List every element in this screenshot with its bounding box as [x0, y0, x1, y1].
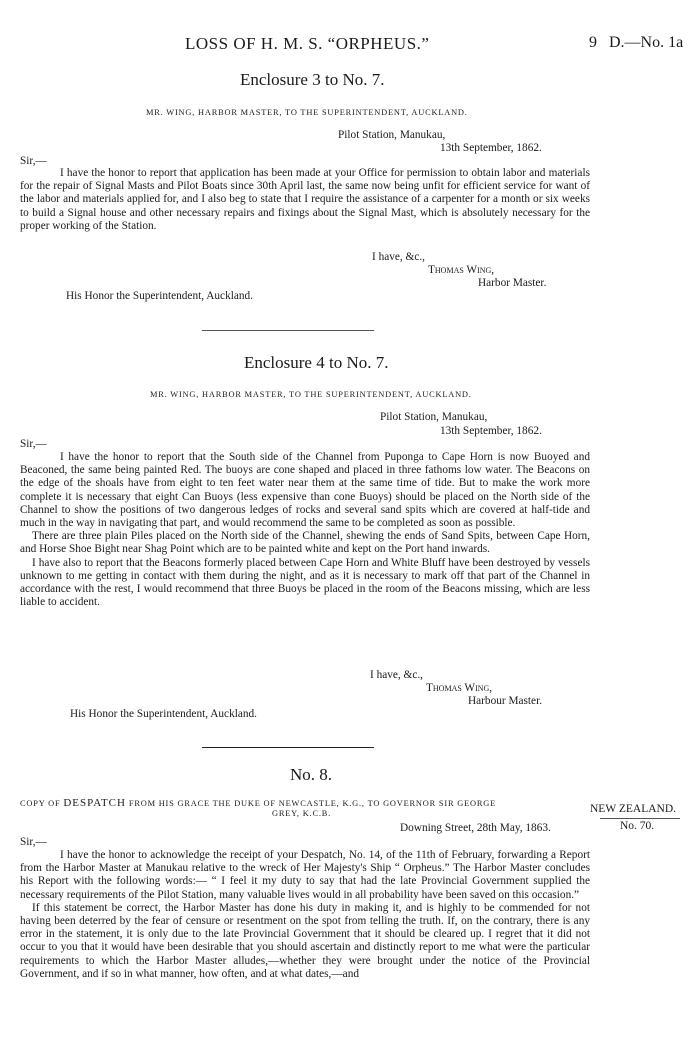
no8-subheading-line2: GREY, K.C.B. — [272, 809, 332, 818]
enclosure4-paragraph: There are three plain Piles placed on the North side of the Channel, shewing the ends of Sand Spits, between Cape Horn, and Horse Shoe Bight near Shag Point which are to be painted white and kept on the Port hand inwards. — [20, 530, 590, 556]
section-divider — [202, 330, 374, 331]
no8-paragraph: I have the honor to acknowledge the receipt of your Despatch, No. 14, of the 11th of February, forwarding a Report from the Harbor Master at Manukau relative to the wreck of Her Majesty's Ship “ Orpheus.” The Harbor Master concludes his Report with the following words:— “ I feel it my duty to say that had the late Provincial Government supplied the necessary requirements of the Pilot Station, many valuable lives would in all probability have been saved on this occasion.” — [20, 849, 590, 901]
no8-paragraph: If this statement be correct, the Harbor Master has done his duty in making it, and is highly to be commended for not having been deterred by the fear of censure or resentment on the spot from telling the truth. If, on the contrary, there is any error in the statement, it is only due to the late Provincial Government that it should be cleared up. I regret that it did not occur to you that it would have been desirable that you should ascertain and distinctly report to me what were the particular requirements to which the Harbor Master alludes,—whether they were brought under the notice of the Provincial Government, and if so in what manner, how often, and at what dates,—and — [20, 901, 590, 980]
no8-subheading-word: DESPATCH — [63, 797, 126, 809]
no8-heading: No. 8. — [290, 765, 333, 784]
no8-subheading-line1: FROM HIS GRACE THE DUKE OF NEWCASTLE, K.G., TO GOVERNOR SIR GEORGE — [128, 799, 496, 808]
page-number: 9 — [589, 34, 597, 51]
no8-subheading — [20, 797, 496, 809]
margin-note-colony: NEW ZEALAND. — [590, 803, 677, 815]
enclosure4-closing: I have, &c., — [370, 669, 424, 681]
enclosure3-signature-title: Harbor Master. — [478, 277, 547, 289]
margin-note-rule — [600, 818, 680, 819]
enclosure4-date: 13th September, 1862. — [440, 425, 542, 437]
enclosure4-salutation: Sir,— — [20, 438, 47, 450]
margin-note-number: No. 70. — [620, 820, 655, 832]
enclosure4-paragraph: I have the honor to report that the South side of the Channel from Puponga to Cape Horn is now Buoyed and Beaconed, the same being painted Red. The buoys are cone shaped and placed in three fathoms low water. The Beacons on the edge of the shoals have from eight to ten feet water near them at the same time of tide. But to make the work more complete it is necessary that eight Can Buoys (less expensive than cone Buoys) should be placed on the North side of the Channel to show the positions of two dangerous ledges of rocks and several sand spits which are covered at half-tide and much in the way in navigating that part, and would recommend the same to be completed as soon as possible. — [20, 451, 590, 530]
enclosure4-paragraph: I have also to report that the Beacons formerly placed between Cape Horn and White Bluff have been destroyed by vessels unknown to me getting in contact with them during the night, and as it is necessary to mark off that part of the Channel in accordance with the rest, I would recommend that three Buoys be placed in the room of the Beacons missing, which are less liable to accident. — [20, 556, 590, 609]
enclosure4-body — [20, 451, 590, 609]
enclosure4-signature: Thomas Wing, — [426, 682, 493, 694]
no8-subheading-prefix: COPY OF — [20, 799, 61, 808]
enclosure4-place: Pilot Station, Manukau, — [380, 411, 488, 423]
enclosure3-salutation: Sir,— — [20, 155, 47, 167]
enclosure3-heading: Enclosure 3 to No. 7. — [240, 70, 385, 89]
enclosure3-addressee: His Honor the Superintendent, Auckland. — [66, 290, 253, 302]
series-reference: D.—No. 1a — [609, 34, 684, 51]
no8-body — [20, 849, 590, 981]
section-divider — [202, 747, 374, 748]
no8-place-date: Downing Street, 28th May, 1863. — [400, 822, 551, 834]
enclosure4-addressee: His Honor the Superintendent, Auckland. — [70, 708, 257, 720]
enclosure4-heading: Enclosure 4 to No. 7. — [244, 353, 389, 372]
running-head — [0, 34, 700, 56]
no8-salutation: Sir,— — [20, 836, 47, 848]
enclosure3-body — [20, 167, 590, 233]
enclosure3-date: 13th September, 1862. — [440, 142, 542, 154]
enclosure3-place: Pilot Station, Manukau, — [338, 129, 446, 141]
enclosure3-closing: I have, &c., — [372, 251, 426, 263]
enclosure3-paragraph: I have the honor to report that application has been made at your Office for permission to obtain labor and materials for the repair of Signal Masts and Pilot Boats since 30th April last, the same now being unfit for efficient service for want of the labor and materials applied for, and I also beg to state that I require the assistance of a carpenter for a month or six weeks to build a Signal house and other necessary repairs and fixings about the Signal Mast, which is absolutely necessary for the proper working of the Station. — [20, 167, 590, 232]
enclosure4-subheading: MR. WING, HARBOR MASTER, TO THE SUPERINTENDENT, AUCKLAND. — [150, 390, 472, 399]
enclosure3-signature: Thomas Wing, — [428, 264, 495, 276]
enclosure3-subheading: MR. WING, HARBOR MASTER, TO THE SUPERINTENDENT, AUCKLAND. — [146, 108, 468, 117]
running-head-title: LOSS OF H. M. S. “ORPHEUS.” — [185, 34, 430, 53]
enclosure4-signature-title: Harbour Master. — [468, 695, 543, 707]
